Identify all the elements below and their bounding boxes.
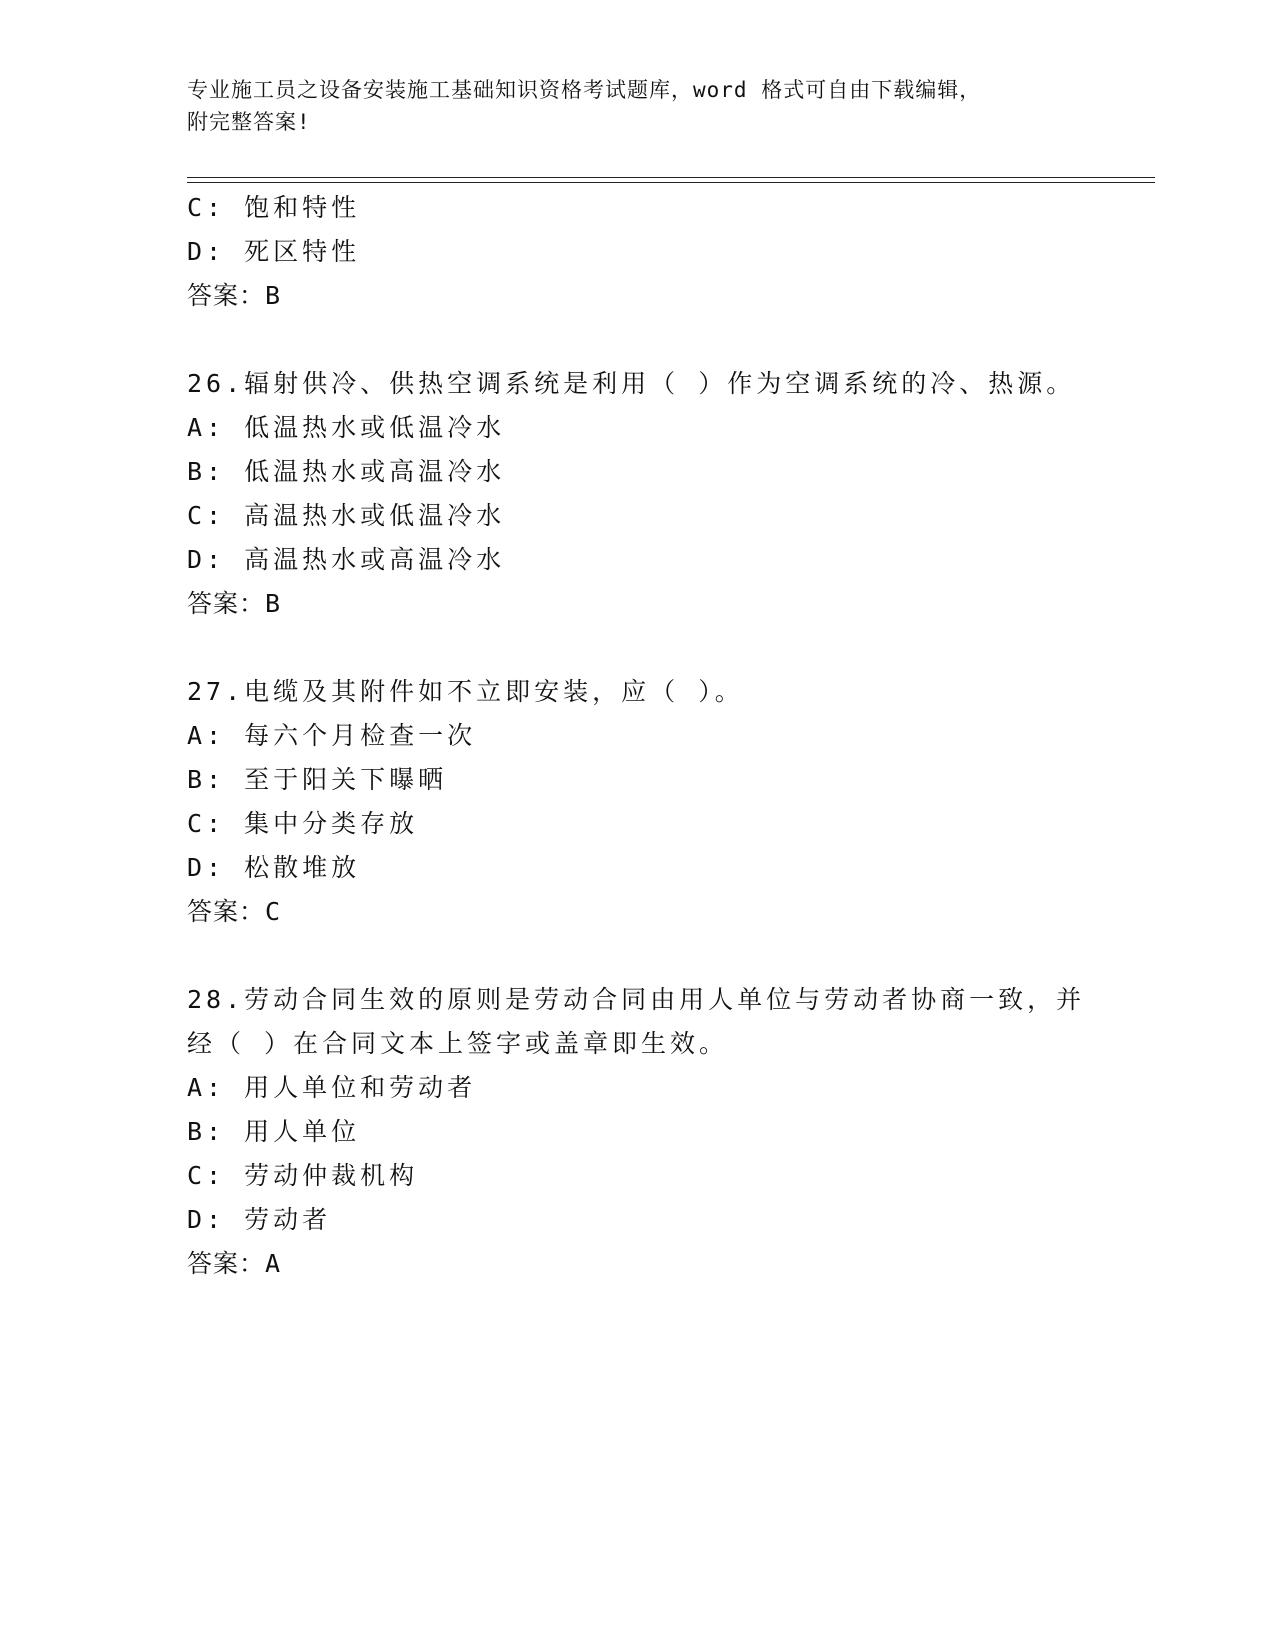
- question-27-option-b: B: 至于阳关下曝晒: [187, 765, 448, 794]
- question-28-answer: 答案：A: [187, 1249, 282, 1278]
- question-26-option-a: A: 低温热水或低温冷水: [187, 413, 506, 442]
- question-28-option-a: A: 用人单位和劳动者: [187, 1073, 477, 1102]
- prev-answer: 答案：B: [187, 281, 282, 310]
- question-26-stem: 26.辐射供冷、供热空调系统是利用（ ）作为空调系统的冷、热源。: [187, 369, 1076, 398]
- question-27-stem: 27.电缆及其附件如不立即安装，应（ ）。: [187, 677, 744, 706]
- header-line-2: 附完整答案!: [187, 110, 311, 134]
- question-28-option-d: D: 劳动者: [187, 1205, 332, 1234]
- question-28-stem-line-1: 28.劳动合同生效的原则是劳动合同由用人单位与劳动者协商一致，并: [187, 985, 1086, 1014]
- question-27-option-a: A: 每六个月检查一次: [187, 721, 477, 750]
- document-header: [187, 74, 1087, 138]
- question-27-option-d: D: 松散堆放: [187, 853, 361, 882]
- question-26-option-d: D: 高温热水或高温冷水: [187, 545, 506, 574]
- question-26-option-b: B: 低温热水或高温冷水: [187, 457, 506, 486]
- question-26-answer: 答案：B: [187, 589, 282, 618]
- question-26-option-c: C: 高温热水或低温冷水: [187, 501, 506, 530]
- prev-option-c: C: 饱和特性: [187, 193, 361, 222]
- question-28-option-b: B: 用人单位: [187, 1117, 361, 1146]
- header-line-1: 专业施工员之设备安装施工基础知识资格考试题库，word 格式可自由下载编辑，: [187, 78, 982, 102]
- header-divider-top: [187, 177, 1155, 178]
- question-27-option-c: C: 集中分类存放: [187, 809, 419, 838]
- question-28-option-c: C: 劳动仲裁机构: [187, 1161, 419, 1190]
- header-divider-bottom: [187, 182, 1155, 183]
- question-27-answer: 答案：C: [187, 897, 282, 926]
- prev-option-d: D: 死区特性: [187, 237, 361, 266]
- question-28-stem-line-2: 经（ ）在合同文本上签字或盖章即生效。: [187, 1029, 729, 1058]
